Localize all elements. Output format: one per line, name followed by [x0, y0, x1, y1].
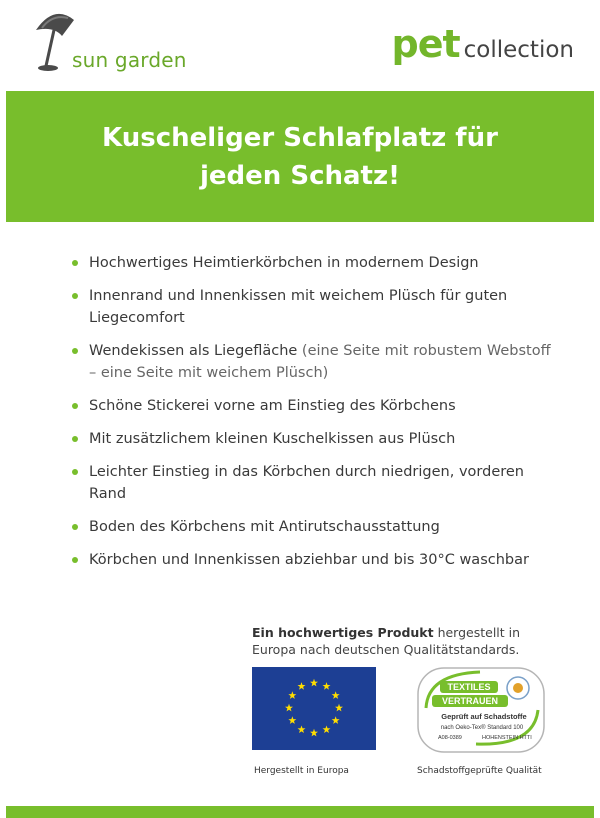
bullet-icon — [72, 524, 78, 530]
list-item — [72, 340, 552, 384]
bullet-icon — [72, 293, 78, 299]
feature-text: Hochwertiges Heimtierkörbchen in modernem Design — [89, 255, 479, 271]
list-item — [72, 549, 552, 571]
oeko-line-2: VERTRAUEN — [441, 696, 499, 706]
parasol-icon — [32, 6, 76, 76]
list-item — [72, 395, 552, 417]
eu-star-icon — [288, 716, 296, 724]
feature-text: Boden des Körbchens mit Antirutschausstattung — [89, 519, 440, 535]
list-item — [72, 252, 552, 274]
eu-star-icon — [285, 704, 293, 712]
quality-statement — [252, 624, 552, 658]
brand-name: sun garden — [72, 48, 187, 72]
oeko-line-3: Geprüft auf Schadstoffe — [441, 712, 527, 721]
bullet-icon — [72, 557, 78, 563]
feature-text: Körbchen und Innenkissen abziehbar und bis 30°C waschbar — [89, 552, 529, 568]
feature-list — [72, 252, 552, 582]
oeko-tex-label — [416, 664, 546, 756]
eu-star-icon — [323, 682, 331, 690]
headline-banner — [6, 91, 594, 222]
list-item — [72, 428, 552, 450]
eu-star-icon — [323, 725, 331, 733]
pet-collection-logo — [392, 22, 575, 72]
feature-text-extra: (eine Seite mit robustem Webstoff – eine Seite mit weichem Plüsch) — [89, 343, 551, 381]
quality-bold: Ein hochwertiges Produkt — [252, 625, 434, 640]
feature-text: Innenrand und Innenkissen mit weichem Plüsch für guten Liegecomfort — [89, 288, 508, 326]
eu-flag — [252, 667, 376, 750]
eu-star-icon — [288, 691, 296, 699]
bullet-icon — [72, 403, 78, 409]
list-item — [72, 461, 552, 505]
eu-stars-icon — [252, 667, 376, 750]
eu-star-icon — [332, 691, 340, 699]
bullet-icon — [72, 260, 78, 266]
list-item — [72, 516, 552, 538]
eu-caption: Hergestellt in Europa — [254, 766, 349, 776]
eu-star-icon — [310, 729, 318, 737]
eu-star-icon — [332, 716, 340, 724]
bullet-icon — [72, 469, 78, 475]
eu-star-icon — [298, 682, 306, 690]
oeko-caption: Schadstoffgeprüfte Qualität — [417, 766, 542, 776]
feature-text: Schöne Stickerei vorne am Einstieg des Körbchens — [89, 398, 456, 414]
feature-text: Leichter Einstieg in das Körbchen durch niedrigen, vorderen Rand — [89, 464, 524, 502]
oeko-line-4: nach Oeko-Tex® Standard 100 — [440, 725, 524, 731]
collection-wordmark: collection — [463, 37, 574, 63]
oeko-code: A08-0389 — [438, 735, 462, 741]
pet-wordmark: pet — [391, 22, 460, 66]
headline-line-1: Kuscheliger Schlafplatz für — [102, 122, 498, 153]
bottom-bar — [6, 806, 594, 818]
eu-star-icon — [310, 679, 318, 687]
eu-star-icon — [335, 704, 343, 712]
bullet-icon — [72, 436, 78, 442]
sun-garden-logo — [30, 6, 200, 76]
quality-rest: hergestellt in Europa nach deutschen Qualitätstandards. — [252, 625, 521, 657]
bullet-icon — [72, 348, 78, 354]
oeko-line-1: TEXTILES — [447, 682, 491, 692]
eu-star-icon — [298, 725, 306, 733]
oeko-institute: HOHENSTEIN HTTI — [482, 735, 532, 741]
oeko-tex-badge — [416, 664, 546, 756]
feature-text: Wendekissen als Liegefläche — [89, 343, 298, 359]
feature-text: Mit zusätzlichem kleinen Kuschelkissen aus Plüsch — [89, 431, 456, 447]
list-item — [72, 285, 552, 329]
headline-line-2: jeden Schatz! — [200, 160, 400, 191]
